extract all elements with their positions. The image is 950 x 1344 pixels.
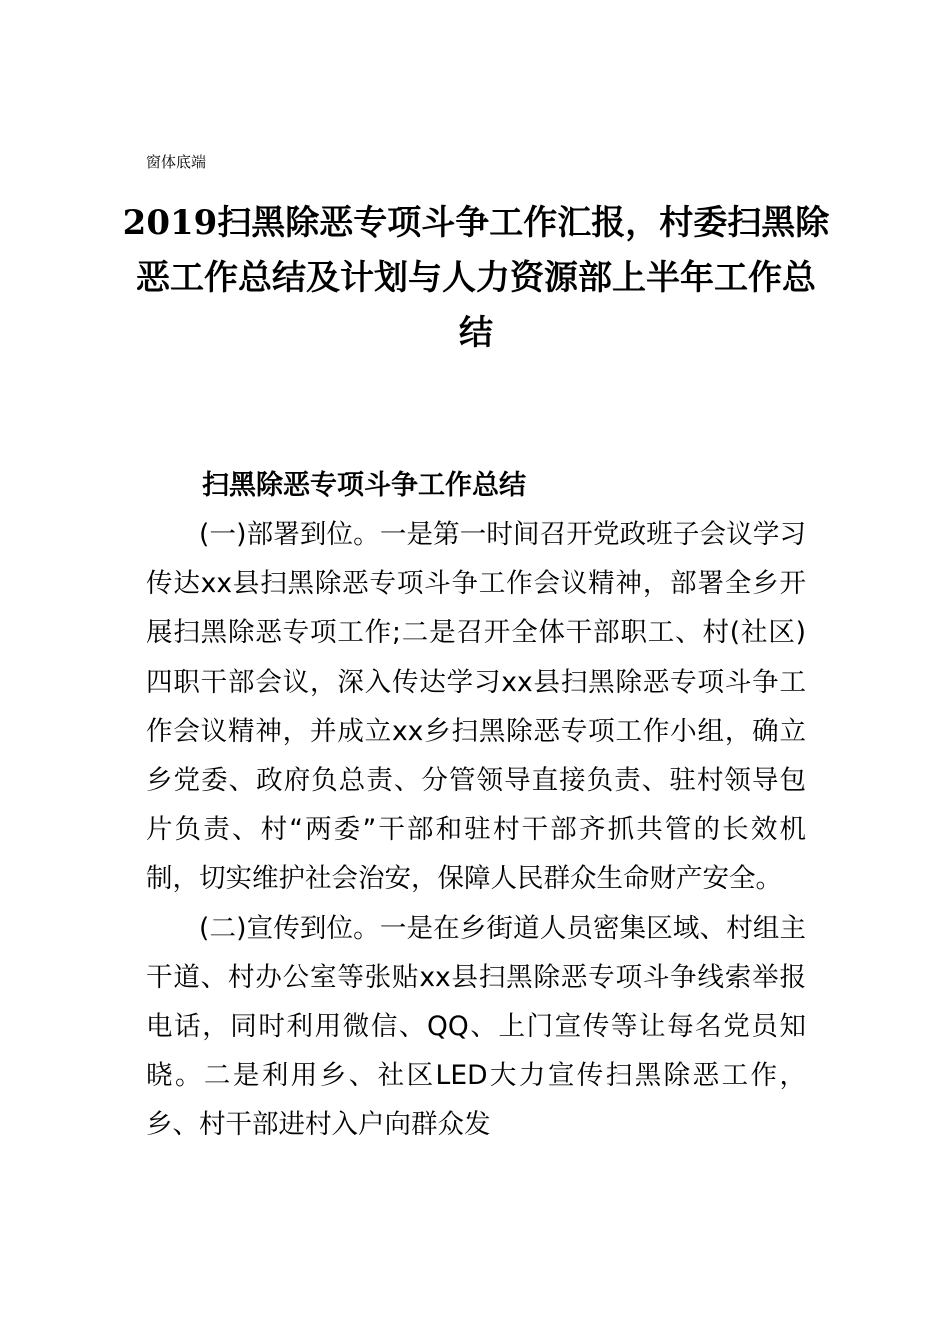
paragraph-publicity: (二)宣传到位。一是在乡街道人员密集区域、村组主干道、村办公室等张贴xx县扫黑除恶专项斗争线索举报电话，同时利用微信、QQ、上门宣传等让每名党员知晓。二是利用乡、社区LED大力宣传扫黑除恶工作，乡、村干部进村入户向群众发 — [146, 912, 806, 1141]
section-body — [146, 510, 806, 1150]
section-heading: 扫黑除恶专项斗争工作总结 — [202, 470, 526, 501]
paragraph-deployment: (一)部署到位。一是第一时间召开党政班子会议学习传达xx县扫黑除恶专项斗争工作会议精神，部署全乡开展扫黑除恶专项工作;二是召开全体干部职工、村(社区)四职干部会议，深入传达学习xx县扫黑除恶专项斗争工作会议精神，并成立xx乡扫黑除恶专项工作小组，确立乡党委、政府负总责、分管领导直接负责、驻村领导包片负责、村“两委”干部和驻村干部齐抓共管的长效机制，切实维护社会治安，保障人民群众生命财产安全。 — [146, 519, 806, 895]
document-title: 2019扫黑除恶专项斗争工作汇报，村委扫黑除恶工作总结及计划与人力资源部上半年工作总结 — [122, 203, 830, 353]
header-note: 窗体底端 — [146, 153, 207, 171]
